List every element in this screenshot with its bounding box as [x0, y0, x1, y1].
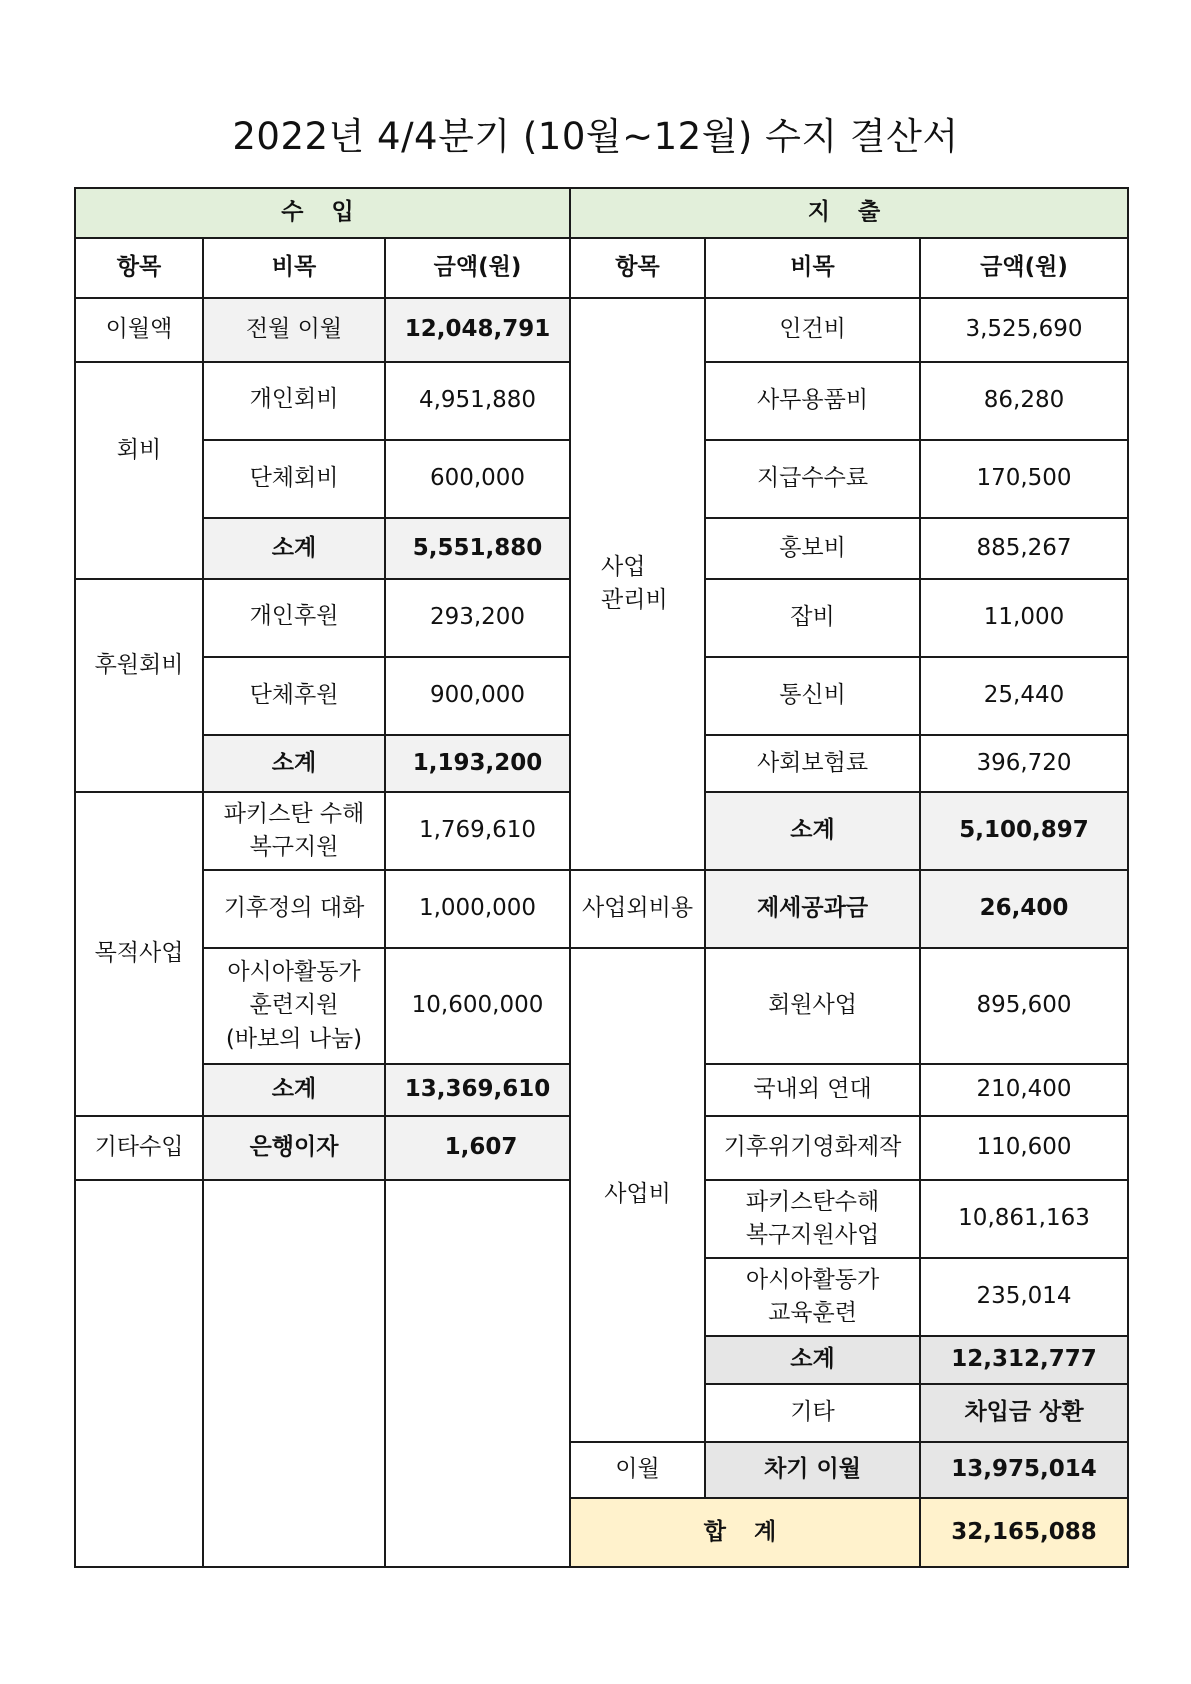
business-amount: 895,600: [920, 948, 1128, 1064]
column-header-row: [75, 238, 1128, 298]
purpose-amount: 10,600,000: [385, 948, 570, 1064]
other-income-sub: 은행이자: [203, 1116, 385, 1180]
carryover-amount: 12,048,791: [385, 298, 570, 362]
business-amount: 210,400: [920, 1064, 1128, 1116]
sponsorship-subtotal-label: 소계: [203, 735, 385, 792]
membership-amount: 600,000: [385, 440, 570, 518]
management-item: 사업 관리비: [570, 298, 705, 870]
management-sub: 잡비: [705, 579, 920, 657]
income-total: 32,165,088: [920, 1498, 1128, 1567]
membership-sub: 단체회비: [203, 440, 385, 518]
income-amount-header: 금액(원): [385, 238, 570, 298]
business-subtotal-label: 소계: [705, 1336, 920, 1384]
sponsorship-sub: 개인후원: [203, 579, 385, 657]
management-sub: 통신비: [705, 657, 920, 735]
sponsorship-item: 후원회비: [75, 579, 203, 792]
empty-cell: [385, 1180, 570, 1567]
income-total-label: 합 계: [570, 1498, 920, 1567]
income-item-header: 항목: [75, 238, 203, 298]
membership-subtotal: 5,551,880: [385, 518, 570, 579]
business-subtotal: 12,312,777: [920, 1336, 1128, 1384]
carry-sub: 차기 이월: [705, 1442, 920, 1498]
table-row: [75, 948, 1128, 1064]
non-business-item: 사업외비용: [570, 870, 705, 948]
purpose-item: 목적사업: [75, 792, 203, 1116]
section-header-row: [75, 188, 1128, 238]
purpose-amount: 1,000,000: [385, 870, 570, 948]
business-sub: 아시아활동가 교육훈련: [705, 1258, 920, 1336]
membership-sub: 개인회비: [203, 362, 385, 440]
expense-sub-header: 비목: [705, 238, 920, 298]
settlement-table: [74, 187, 1129, 1568]
non-business-amount: 26,400: [920, 870, 1128, 948]
business-sub: 파키스탄수해 복구지원사업: [705, 1180, 920, 1258]
membership-subtotal-label: 소계: [203, 518, 385, 579]
management-subtotal: 5,100,897: [920, 792, 1128, 870]
membership-amount: 4,951,880: [385, 362, 570, 440]
etc-sub: 차입금 상환: [920, 1384, 1128, 1442]
business-item: 사업비: [570, 948, 705, 1442]
purpose-sub: 아시아활동가 훈련지원 (바보의 나눔): [203, 948, 385, 1064]
sponsorship-sub: 단체후원: [203, 657, 385, 735]
management-amount: 885,267: [920, 518, 1128, 579]
purpose-subtotal-label: 소계: [203, 1064, 385, 1116]
management-sub: 사무용품비: [705, 362, 920, 440]
empty-cell: [203, 1180, 385, 1567]
sponsorship-amount: 900,000: [385, 657, 570, 735]
other-income-item: 기타수입: [75, 1116, 203, 1180]
empty-cell: [75, 1180, 203, 1567]
management-sub: 인건비: [705, 298, 920, 362]
expense-section-header: 지 출: [570, 188, 1128, 238]
income-section-header: 수 입: [75, 188, 570, 238]
sponsorship-subtotal: 1,193,200: [385, 735, 570, 792]
management-amount: 25,440: [920, 657, 1128, 735]
business-amount: 10,861,163: [920, 1180, 1128, 1258]
business-sub: 국내외 연대: [705, 1064, 920, 1116]
management-subtotal-label: 소계: [705, 792, 920, 870]
business-amount: 110,600: [920, 1116, 1128, 1180]
income-sub-header: 비목: [203, 238, 385, 298]
purpose-sub: 기후정의 대화: [203, 870, 385, 948]
management-amount: 3,525,690: [920, 298, 1128, 362]
management-sub: 사회보험료: [705, 735, 920, 792]
purpose-amount: 1,769,610: [385, 792, 570, 870]
carryover-item: 이월액: [75, 298, 203, 362]
management-sub: 홍보비: [705, 518, 920, 579]
management-amount: 86,280: [920, 362, 1128, 440]
expense-item-header: 항목: [570, 238, 705, 298]
management-amount: 396,720: [920, 735, 1128, 792]
management-amount: 170,500: [920, 440, 1128, 518]
business-amount: 235,014: [920, 1258, 1128, 1336]
purpose-sub: 파키스탄 수해 복구지원: [203, 792, 385, 870]
other-income-amount: 1,607: [385, 1116, 570, 1180]
business-sub: 회원사업: [705, 948, 920, 1064]
management-amount: 11,000: [920, 579, 1128, 657]
etc-item: 기타: [705, 1384, 920, 1442]
non-business-sub: 제세공과금: [705, 870, 920, 948]
business-sub: 기후위기영화제작: [705, 1116, 920, 1180]
carryover-sub: 전월 이월: [203, 298, 385, 362]
purpose-subtotal: 13,369,610: [385, 1064, 570, 1116]
table-row: [75, 298, 1128, 362]
membership-item: 회비: [75, 362, 203, 579]
sponsorship-amount: 293,200: [385, 579, 570, 657]
carry-item: 이월: [570, 1442, 705, 1498]
carry-amount: 13,975,014: [920, 1442, 1128, 1498]
expense-amount-header: 금액(원): [920, 238, 1128, 298]
table-row: [75, 870, 1128, 948]
management-sub: 지급수수료: [705, 440, 920, 518]
page-title: 2022년 4/4분기 (10월~12월) 수지 결산서: [232, 115, 959, 158]
